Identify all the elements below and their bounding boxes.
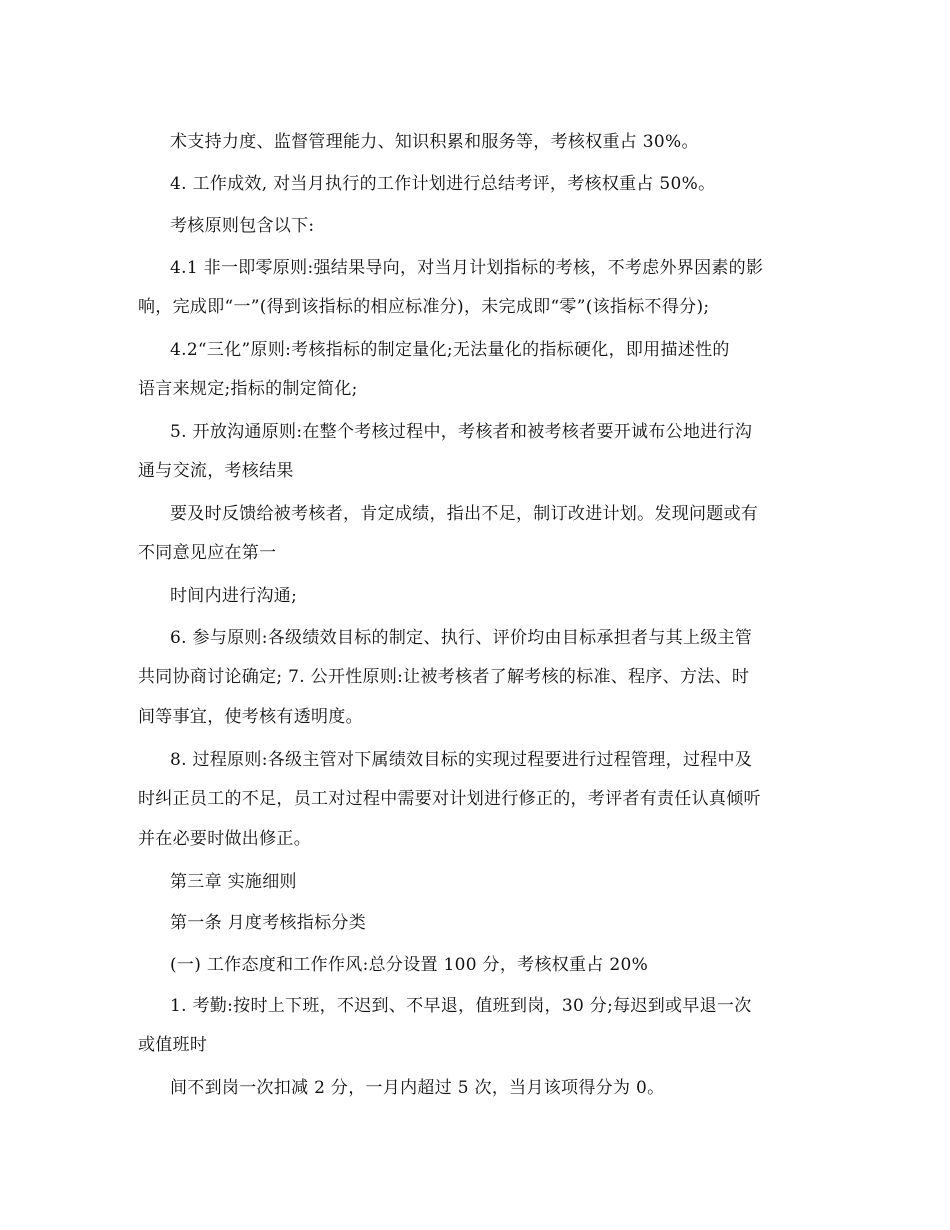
- text-line: 时间内进行沟通;: [170, 586, 298, 606]
- text-line: 响，完成即“一”(得到该指标的相应标准分)，未完成即“零”(该指标不得分);: [138, 297, 710, 317]
- text-line: 4. 工作成效, 对当月执行的工作计划进行总结考评，考核权重占 50%。: [170, 174, 716, 194]
- text-line: 通与交流，考核结果: [138, 461, 294, 481]
- text-line: 考核原则包含以下:: [170, 216, 315, 236]
- text-line: (一) 工作态度和工作作风:总分设置 100 分，考核权重占 20%: [170, 955, 649, 975]
- text-line: 1. 考勤:按时上下班，不迟到、不早退，值班到岗，30 分;每迟到或早退一次: [170, 996, 752, 1016]
- text-line: 6. 参与原则:各级绩效目标的制定、执行、评价均由目标承担者与其上级主管: [170, 628, 753, 648]
- text-line: 并在必要时做出修正。: [138, 829, 311, 849]
- text-line: 共同协商讨论确定; 7. 公开性原则:让被考核者了解考核的标准、程序、方法、时: [138, 667, 750, 687]
- text-line: 要及时反馈给被考核者，肯定成绩，指出不足，制订改进计划。发现问题或有: [170, 504, 759, 524]
- text-line: 术支持力度、监督管理能力、知识积累和服务等，考核权重占 30%。: [170, 132, 699, 152]
- text-line: 或值班时: [138, 1035, 208, 1055]
- text-line: 5. 开放沟通原则:在整个考核过程中，考核者和被考核者要开诚布公地进行沟: [170, 422, 753, 442]
- section-heading: 第一条 月度考核指标分类: [170, 913, 367, 933]
- text-line: 8. 过程原则:各级主管对下属绩效目标的实现过程要进行过程管理，过程中及: [170, 750, 753, 770]
- text-line: 4.1 非一即零原则:强结果导向，对当月计划指标的考核，不考虑外界因素的影: [170, 258, 764, 278]
- chapter-heading: 第三章 实施细则: [170, 872, 297, 892]
- text-line: 语言来规定;指标的制定简化;: [138, 379, 358, 399]
- text-line: 4.2“三化”原则:考核指标的制定量化;无法量化的指标硬化，即用描述性的: [170, 340, 730, 360]
- text-line: 不同意见应在第一: [138, 543, 277, 563]
- text-line: 时纠正员工的不足，员工对过程中需要对计划进行修正的，考评者有责任认真倾听: [138, 789, 761, 809]
- text-line: 间不到岗一次扣减 2 分，一月内超过 5 次，当月该项得分为 0。: [170, 1078, 665, 1098]
- text-line: 间等事宜，使考核有透明度。: [138, 707, 363, 727]
